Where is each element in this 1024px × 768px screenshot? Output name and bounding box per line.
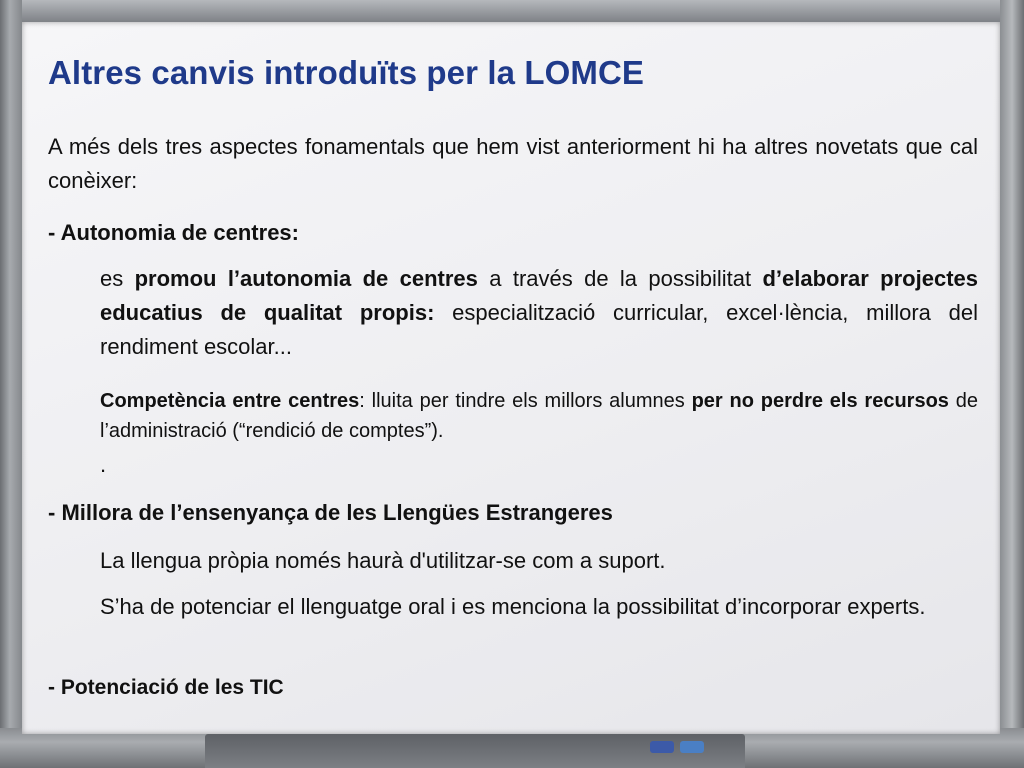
autonomia-paragraph — [100, 262, 978, 364]
competencia-paragraph — [100, 386, 978, 446]
section-heading-llengues: - Millora de l’ensenyança de les Llengües Estrangeres — [48, 500, 613, 525]
section-heading-tic: - Potenciació de les TIC — [48, 676, 284, 699]
text-run: de l’administració (“rendició de comptes”). — [100, 390, 978, 442]
dot-line: . — [100, 452, 107, 477]
bold-run: d’elaborar projectes educatius de qualitat propis: — [100, 266, 978, 325]
whiteboard-frame-left — [0, 0, 22, 768]
whiteboard-surface — [22, 22, 1000, 734]
whiteboard-frame-right — [1000, 0, 1024, 768]
slide-title: Altres canvis introduïts per la LOMCE — [48, 54, 644, 91]
llengua-propia-paragraph: La llengua pròpia només haurà d'utilitzar-se com a suport. — [100, 548, 666, 573]
text-run: es — [100, 266, 135, 291]
marker-icon — [680, 741, 704, 753]
text-run: especialització curricular, excel·lència, millora del rendiment escolar... — [100, 300, 979, 359]
text-run: a través de la possibilitat — [477, 266, 763, 291]
bold-run: Competència entre centres — [100, 390, 360, 412]
bold-run: promou l’autonomia de centres — [134, 266, 478, 291]
text-run: : lluita per tindre els millors alumnes — [359, 390, 692, 412]
bold-run: per no perdre els recursos — [691, 390, 949, 412]
llenguatge-oral-paragraph: S’ha de potenciar el llenguatge oral i es menciona la possibilitat d’incorporar experts. — [100, 594, 926, 619]
marker-icon — [650, 741, 674, 753]
section-heading-autonomia: - Autonomia de centres: — [48, 220, 299, 245]
intro-paragraph: A més dels tres aspectes fonamentals que hem vist anteriorment hi ha altres novetats que cal conèixer: — [48, 134, 978, 193]
